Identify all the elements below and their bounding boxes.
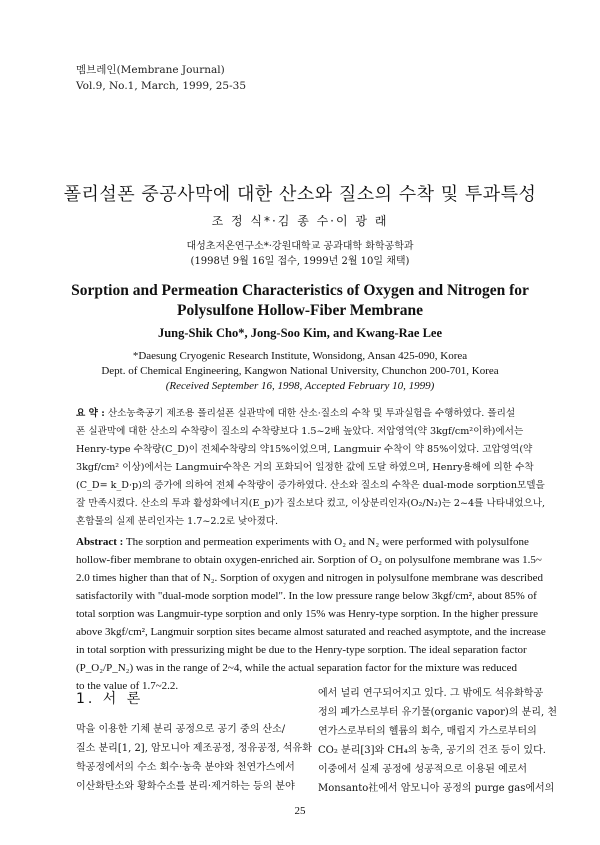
abstract-korean-line: Henry-type 수착량(C_D)이 전체수착량의 약15%이었으며, Langmuir 수착이 약 85%이었다. 고압영역(약	[76, 444, 533, 455]
body-line: 이산화탄소와 황화수소를 분리·제거하는 등의 분야	[76, 781, 295, 792]
affiliation-korean-line: (1998년 9월 16일 접수, 1999년 2월 10일 채택)	[190, 256, 410, 267]
abstract-english-line: 2.0 times higher than that of N₂. Sorption of oxygen and nitrogen in polysulfone membrane was described	[76, 572, 543, 584]
section-heading-introduction: 1. 서 론	[76, 691, 144, 707]
body-line: 정의 폐가스로부터 유기물(organic vapor)의 분리, 천	[318, 707, 557, 718]
body-line: Monsanto社에서 암모니아 공정의 purge gas에서의	[318, 783, 555, 794]
body-line: 학공정에서의 수소 회수·농축 분야와 천연가스에서	[76, 762, 295, 773]
abstract-english-line: The sorption and permeation experiments with O₂ and N₂ were performed with polysulfone	[125, 536, 529, 548]
authors-korean: 조 정 식*·김 종 수·이 광 래	[211, 214, 389, 228]
title-english-line: Sorption and Permeation Characteristics of Oxygen and Nitrogen for	[71, 282, 529, 299]
body-line: 질소 분리[1, 2], 암모니아 제조공정, 정유공정, 석유화	[76, 743, 312, 754]
body-line: 연가스로부터의 헬륨의 회수, 매립지 가스로부터의	[318, 726, 537, 737]
title-korean: 폴리설폰 중공사막에 대한 산소와 질소의 수착 및 투과특성	[63, 184, 537, 205]
affiliation-english	[0, 349, 600, 394]
abstract-english-label: Abstract :	[76, 536, 124, 548]
affiliation-english-line: *Daesung Cryogenic Research Institute, Wonsidong, Ansan 425-090, Korea	[132, 350, 468, 362]
abstract-korean-line: 폰 실관막에 대한 산소의 수착량이 질소의 수착량보다 1.5~2배 높았다. 저압영역(약 3kgf/cm²이하)에서는	[76, 426, 524, 437]
body-line: 막을 이용한 기체 분리 공정으로 공기 중의 산소/	[76, 724, 286, 735]
body-line: 에서 널리 연구되어지고 있다. 그 밖에도 석유화학공	[318, 688, 544, 699]
journal-header	[76, 62, 246, 94]
abstract-korean-line: 잘 만족시켰다. 산소의 투과 활성화에너지(E_p)가 질소보다 컸고, 이상분리인자(O₂/N₂)는 2~4를 나타내었으나,	[76, 498, 546, 509]
abstract-korean-line: 3kgf/cm² 이상)에서는 Langmuir수착은 거의 포화되어 일정한 값에 도달 하였으며, Henry용해에 의한 수착	[76, 462, 534, 473]
authors-english: Jung-Shik Cho*, Jong-Soo Kim, and Kwang-Rae Lee	[157, 326, 443, 340]
abstract-korean-line: 혼합물의 실제 분리인자는 1.7~2.2로 낮아졌다.	[76, 516, 279, 527]
title-english-line: Polysulfone Hollow-Fiber Membrane	[177, 302, 423, 319]
affiliation-korean-line: 대성초저온연구소*·강원대학교 공과대학 화학공학과	[186, 241, 414, 252]
journal-volume: Vol.9, No.1, March, 1999, 25-35	[76, 80, 247, 92]
title-english	[0, 281, 600, 321]
abstract-english-line: to the value of 1.7~2.2.	[76, 680, 179, 692]
abstract-english	[76, 533, 546, 695]
abstract-korean-label: 요 약 :	[76, 408, 105, 419]
abstract-english-line: above 3kgf/cm², Langmuir sorption sites became almost saturated and reached asymptote, and the increase	[76, 626, 546, 638]
abstract-english-line: hollow-fiber membrane to obtain oxygen-enriched air. Sorption of O₂ on polysulfone membrane was 1.5~	[76, 554, 542, 566]
affiliation-korean	[0, 239, 600, 269]
received-date: (Received September 16, 1998, Accepted February 10, 1999)	[165, 380, 435, 392]
body-line: CO₂ 분리[3]와 CH₄의 농축, 공기의 건조 등이 있다.	[318, 745, 546, 756]
body-line: 이중에서 실제 공정에 성공적으로 이용된 예로서	[318, 764, 528, 775]
abstract-english-line: (P_O₂/P_N₂) was in the range of 2~4, while the actual separation factor for the mixture was reduced	[76, 662, 517, 674]
abstract-korean-line: 산소농축공기 제조용 폴리설폰 실관막에 대한 산소·질소의 수착 및 투과실험을 수행하였다. 폴리설	[107, 408, 516, 419]
abstract-english-line: satisfactorily with "dual-mode sorption model". In the low pressure range below 3kgf/cm², about 85% of	[76, 590, 537, 602]
abstract-english-line: total sorption was Langmuir-type sorption and only 15% was Henry-type sorption. In the higher pressure	[76, 608, 538, 620]
abstract-korean-line: (C_D= k_D·p)의 증가에 의하여 전체 수착량이 증가하였다. 산소와 질소의 수착은 dual-mode sorption모델을	[76, 480, 545, 491]
abstract-english-line: in total sorption with pressurizing might be due to the Henry-type sorption. The ideal separation factor	[76, 644, 527, 656]
page-number: 25	[294, 805, 306, 817]
affiliation-english-line: Dept. of Chemical Engineering, Kangwon National University, Chunchon 200-701, Korea	[101, 365, 499, 377]
abstract-korean	[76, 405, 546, 531]
body-column-right	[318, 684, 557, 798]
journal-name: 멤브레인(Membrane Journal)	[76, 64, 225, 76]
body-column-left	[76, 720, 312, 796]
